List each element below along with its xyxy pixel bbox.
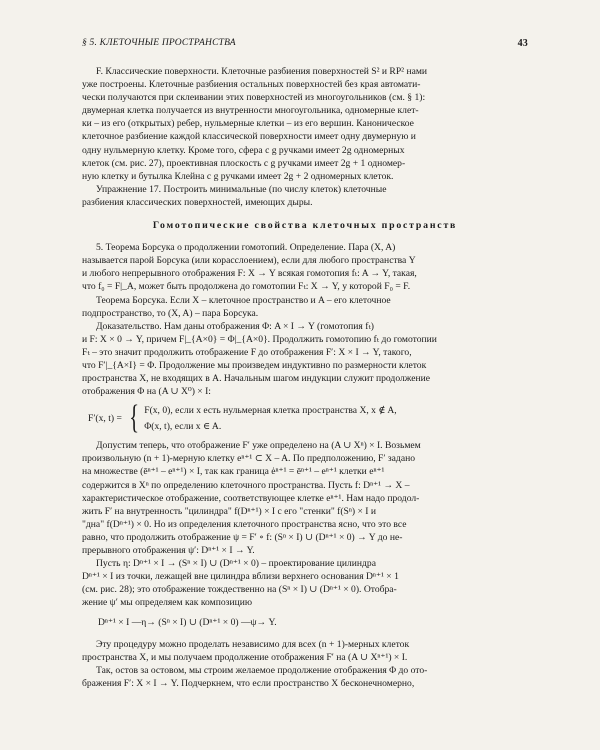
text-line: жение ψ′ мы определяем как композицию bbox=[82, 597, 253, 609]
left-brace: { bbox=[129, 399, 139, 437]
text-line: ную клетку и бутылка Клейна с g ручками имеет 2g + 2 одномерных клеток. bbox=[82, 170, 394, 182]
text-line: пространства X, и мы получаем продолжение отображения F′ на (A ∪ Xⁿ⁺¹) × I. bbox=[82, 651, 408, 663]
text-line: чески получаются при склеивании этих поверхностей из многоугольников (см. § 1): bbox=[82, 92, 426, 104]
formula-case: F(x, 0), если x есть нульмерная клетка пространства X, x ∉ A, bbox=[144, 404, 397, 416]
text-line: Допустим теперь, что отображение F′ уже определено на (A ∪ Xⁿ) × I. Возьмем bbox=[96, 440, 421, 452]
running-head bbox=[82, 38, 528, 49]
text-line: равно, что продолжить отображение ψ = F′ ∘ f: (Sⁿ × I) ∪ (Dⁿ⁺¹ × 0) → Y до не- bbox=[82, 531, 403, 543]
text-line: Теорема Борсука. Если X – клеточное пространство и A – его клеточное bbox=[96, 294, 391, 306]
text-line: и любого непрерывного отображения F: X → Y всякая гомотопия fₜ: A → Y, такая, bbox=[82, 268, 417, 280]
text-line: "дна" f(Dⁿ⁺¹) × 0. Но из определения клеточного пространства ясно, что это все bbox=[82, 518, 407, 530]
text-line: пространства X, не входящих в A. Начальным шагом индукции служит продолжение bbox=[82, 373, 431, 385]
text-line: клеточное разбиение каждой классической поверхности имеет одну двумерную и bbox=[82, 131, 416, 143]
text-line: (см. рис. 28); это отображение тождественно на (Sⁿ × I) ∪ (Dⁿ⁺¹ × 0). Отобра- bbox=[82, 584, 397, 596]
text-line: подпространство, то (X, A) – пара Борсука. bbox=[82, 307, 259, 319]
text-line: отображения Φ на (A ∪ X⁰) × I: bbox=[82, 386, 211, 398]
formula-case: Φ(x, t), если x ∈ A. bbox=[144, 420, 222, 432]
section-heading: Гомотопические свойства клеточных пространств bbox=[152, 220, 458, 232]
paragraph-exercise bbox=[82, 183, 528, 209]
text-line: 5. Теорема Борсука о продолжении гомотопий. Определение. Пара (X, A) bbox=[96, 242, 396, 254]
paragraph-conclusion bbox=[82, 638, 528, 690]
text-line: на множестве (ēⁿ⁺¹ – eⁿ⁺¹) × I, так как граница ėⁿ⁺¹ = ēⁿ⁺¹ – eⁿ⁺¹ клетки eⁿ⁺¹ bbox=[82, 466, 385, 478]
text-line: жить F′ на внутренность "цилиндра" f(Dⁿ⁺¹) × I с его "стенки" f(Sⁿ) × I и bbox=[82, 505, 377, 517]
text-line: бражения F′: X × I → Y. Подчеркнем, что если пространство X бесконечномерно, bbox=[82, 677, 415, 689]
composition-diagram: Dⁿ⁺¹ × I —η→ (Sⁿ × I) ∪ (Dⁿ⁺¹ × 0) —ψ→ Y. bbox=[98, 617, 277, 629]
text-line: Эту процедуру можно проделать независимо для всех (n + 1)-мерных клеток bbox=[96, 638, 410, 650]
text-line: Так, остов за остовом, мы строим желаемое продолжение отображения Φ до ото- bbox=[96, 664, 428, 676]
page-body bbox=[82, 65, 528, 690]
text-line: характеристическое отображение, соответствующее клетке eⁿ⁺¹. Нам надо продол- bbox=[82, 492, 420, 504]
text-line: двумерная клетка получается из внутренности многоугольника, одномерные клет- bbox=[82, 105, 419, 117]
text-line: уже построены. Клеточные разбиения остальных поверхностей без края автомати- bbox=[82, 79, 421, 91]
page-number: 43 bbox=[517, 38, 528, 49]
text-line: Пусть η: Dⁿ⁺¹ × I → (Sⁿ × I) ∪ (Dⁿ⁺¹ × 0) – проектирование цилиндра bbox=[96, 558, 376, 570]
text-line: одну нульмерную клетку. Кроме того, сфера с g ручками имеет 2g одномерных bbox=[82, 144, 405, 156]
running-title: § 5. КЛЕТОЧНЫЕ ПРОСТРАНСТВА bbox=[82, 38, 236, 48]
text-line: разбиения классических поверхностей, имеющих дыры. bbox=[82, 196, 313, 208]
paragraph-classical-surfaces bbox=[82, 65, 528, 183]
text-line: Fₜ – это значит продолжить отображение F до отображения F′: X × I → Y, такого, bbox=[82, 346, 412, 358]
text-line: содержится в Xⁿ по определению клеточного пространства. Пусть f: Dⁿ⁺¹ → X – bbox=[82, 479, 410, 491]
text-line: ки – из его (открытых) ребер, нульмерные клетки – из его вершин. Каноническое bbox=[82, 118, 414, 130]
text-line: называется парой Борсука (или корасслоением), если для любого пространства Y bbox=[82, 255, 416, 267]
paragraph-projection bbox=[82, 557, 528, 609]
text-line: что f₀ = F|_A, может быть продолжена до гомотопии Fₜ: X → Y, у которой F₀ = F. bbox=[82, 281, 411, 293]
paragraph-borsuk-definition bbox=[82, 241, 528, 320]
paragraph-proof bbox=[82, 320, 528, 399]
text-line: Упражнение 17. Построить минимальные (по числу клеток) клеточные bbox=[96, 183, 387, 195]
text-line: и F: X × 0 → Y, причем F|_{A×0} = Φ|_{A×0}. Продолжить гомотопию fₜ до гомотопии bbox=[82, 333, 437, 345]
piecewise-formula bbox=[88, 399, 528, 437]
paragraph-induction-step bbox=[82, 439, 528, 557]
formula-cases bbox=[144, 404, 396, 433]
formula-lhs: F′(x, t) = bbox=[88, 412, 122, 424]
text-line: произвольную (n + 1)-мерную клетку eⁿ⁺¹ ⊂ X – A. По предположению, F′ задано bbox=[82, 453, 416, 465]
text-line: прерывного отображения ψ′: Dⁿ⁺¹ × I → Y. bbox=[82, 545, 255, 556]
text-line: что F′|_{A×I} = Φ. Продолжение мы произведем индуктивно по размерности клеток bbox=[82, 359, 427, 371]
text-line: Dⁿ⁺¹ × I из точки, лежащей вне цилиндра вблизи верхнего основания Dⁿ⁺¹ × 1 bbox=[82, 571, 399, 583]
text-line: клеток (см. рис. 27), проективная плоскость с g ручками имеет 2g + 1 одномер- bbox=[82, 157, 406, 169]
text-line: Доказательство. Нам даны отображения Φ: A × I → Y (гомотопия fₜ) bbox=[96, 320, 374, 332]
text-line: F. Классические поверхности. Клеточные разбиения поверхностей S² и RP² нами bbox=[96, 66, 428, 77]
